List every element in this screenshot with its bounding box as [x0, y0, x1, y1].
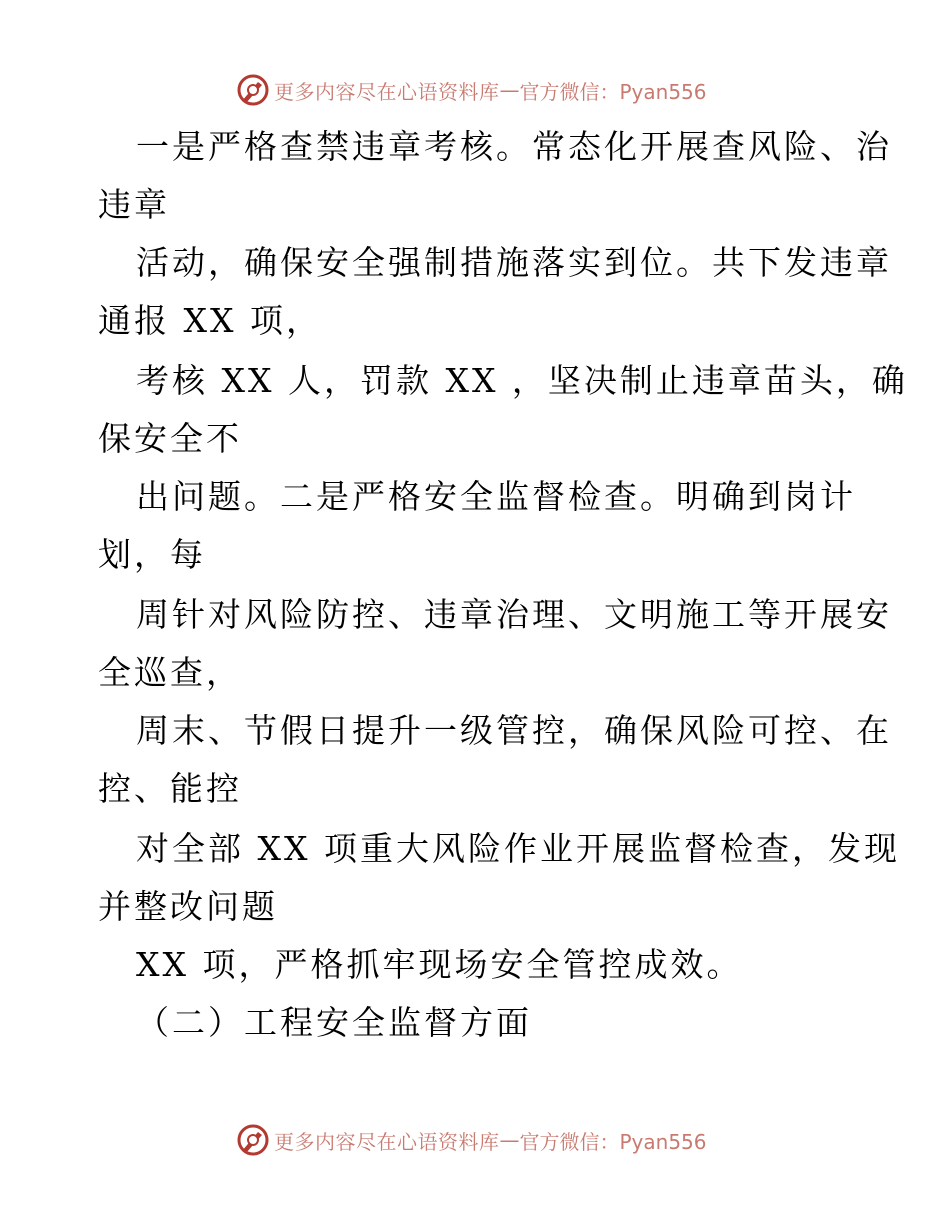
text-line-3: 活动，确保安全强制措施落实到位。共下发违章: [136, 243, 892, 282]
footer-watermark: [236, 1122, 707, 1158]
text-line-13: 对全部 XX 项重大风险作业开展监督检查，发现: [136, 829, 900, 868]
text-line-11: 周末、节假日提升一级管控，确保风险可控、在: [136, 711, 892, 750]
text-line-8: 划，每: [98, 535, 206, 574]
text-line-4: 通报 XX 项，: [98, 301, 322, 340]
text-line-10: 全巡查，: [98, 653, 242, 692]
watermark-wechat-text: 官方微信：Pyan556: [519, 1129, 707, 1154]
pen-logo-icon: [236, 1123, 270, 1157]
text-line-14: 并整改问题: [98, 887, 278, 926]
pen-logo-icon: [236, 73, 270, 107]
watermark-site-text: 更多内容尽在心语资料库: [274, 1129, 500, 1154]
watermark-separator: —: [499, 78, 520, 102]
text-line-9: 周针对风险防控、违章治理、文明施工等开展安: [136, 595, 892, 634]
text-line-7: 出问题。二是严格安全监督检查。明确到岗计: [136, 477, 856, 516]
text-line-5: 考核 XX 人，罚款 XX ，坚决制止违章苗头，确: [136, 361, 908, 400]
text-line-1: 一是严格查禁违章考核。常态化开展查风险、治: [136, 127, 892, 166]
text-line-15: XX 项，严格抓牢现场安全管控成效。: [136, 945, 743, 984]
text-line-12: 控、能控: [98, 769, 242, 808]
watermark-separator: —: [499, 1128, 520, 1152]
watermark-wechat-text: 官方微信：Pyan556: [519, 79, 707, 104]
header-watermark: [236, 72, 707, 108]
text-line-6: 保安全不: [98, 419, 242, 458]
section-heading: （二）工程安全监督方面: [136, 1003, 532, 1042]
text-line-2: 违章: [98, 185, 170, 224]
watermark-site-text: 更多内容尽在心语资料库: [274, 79, 500, 104]
